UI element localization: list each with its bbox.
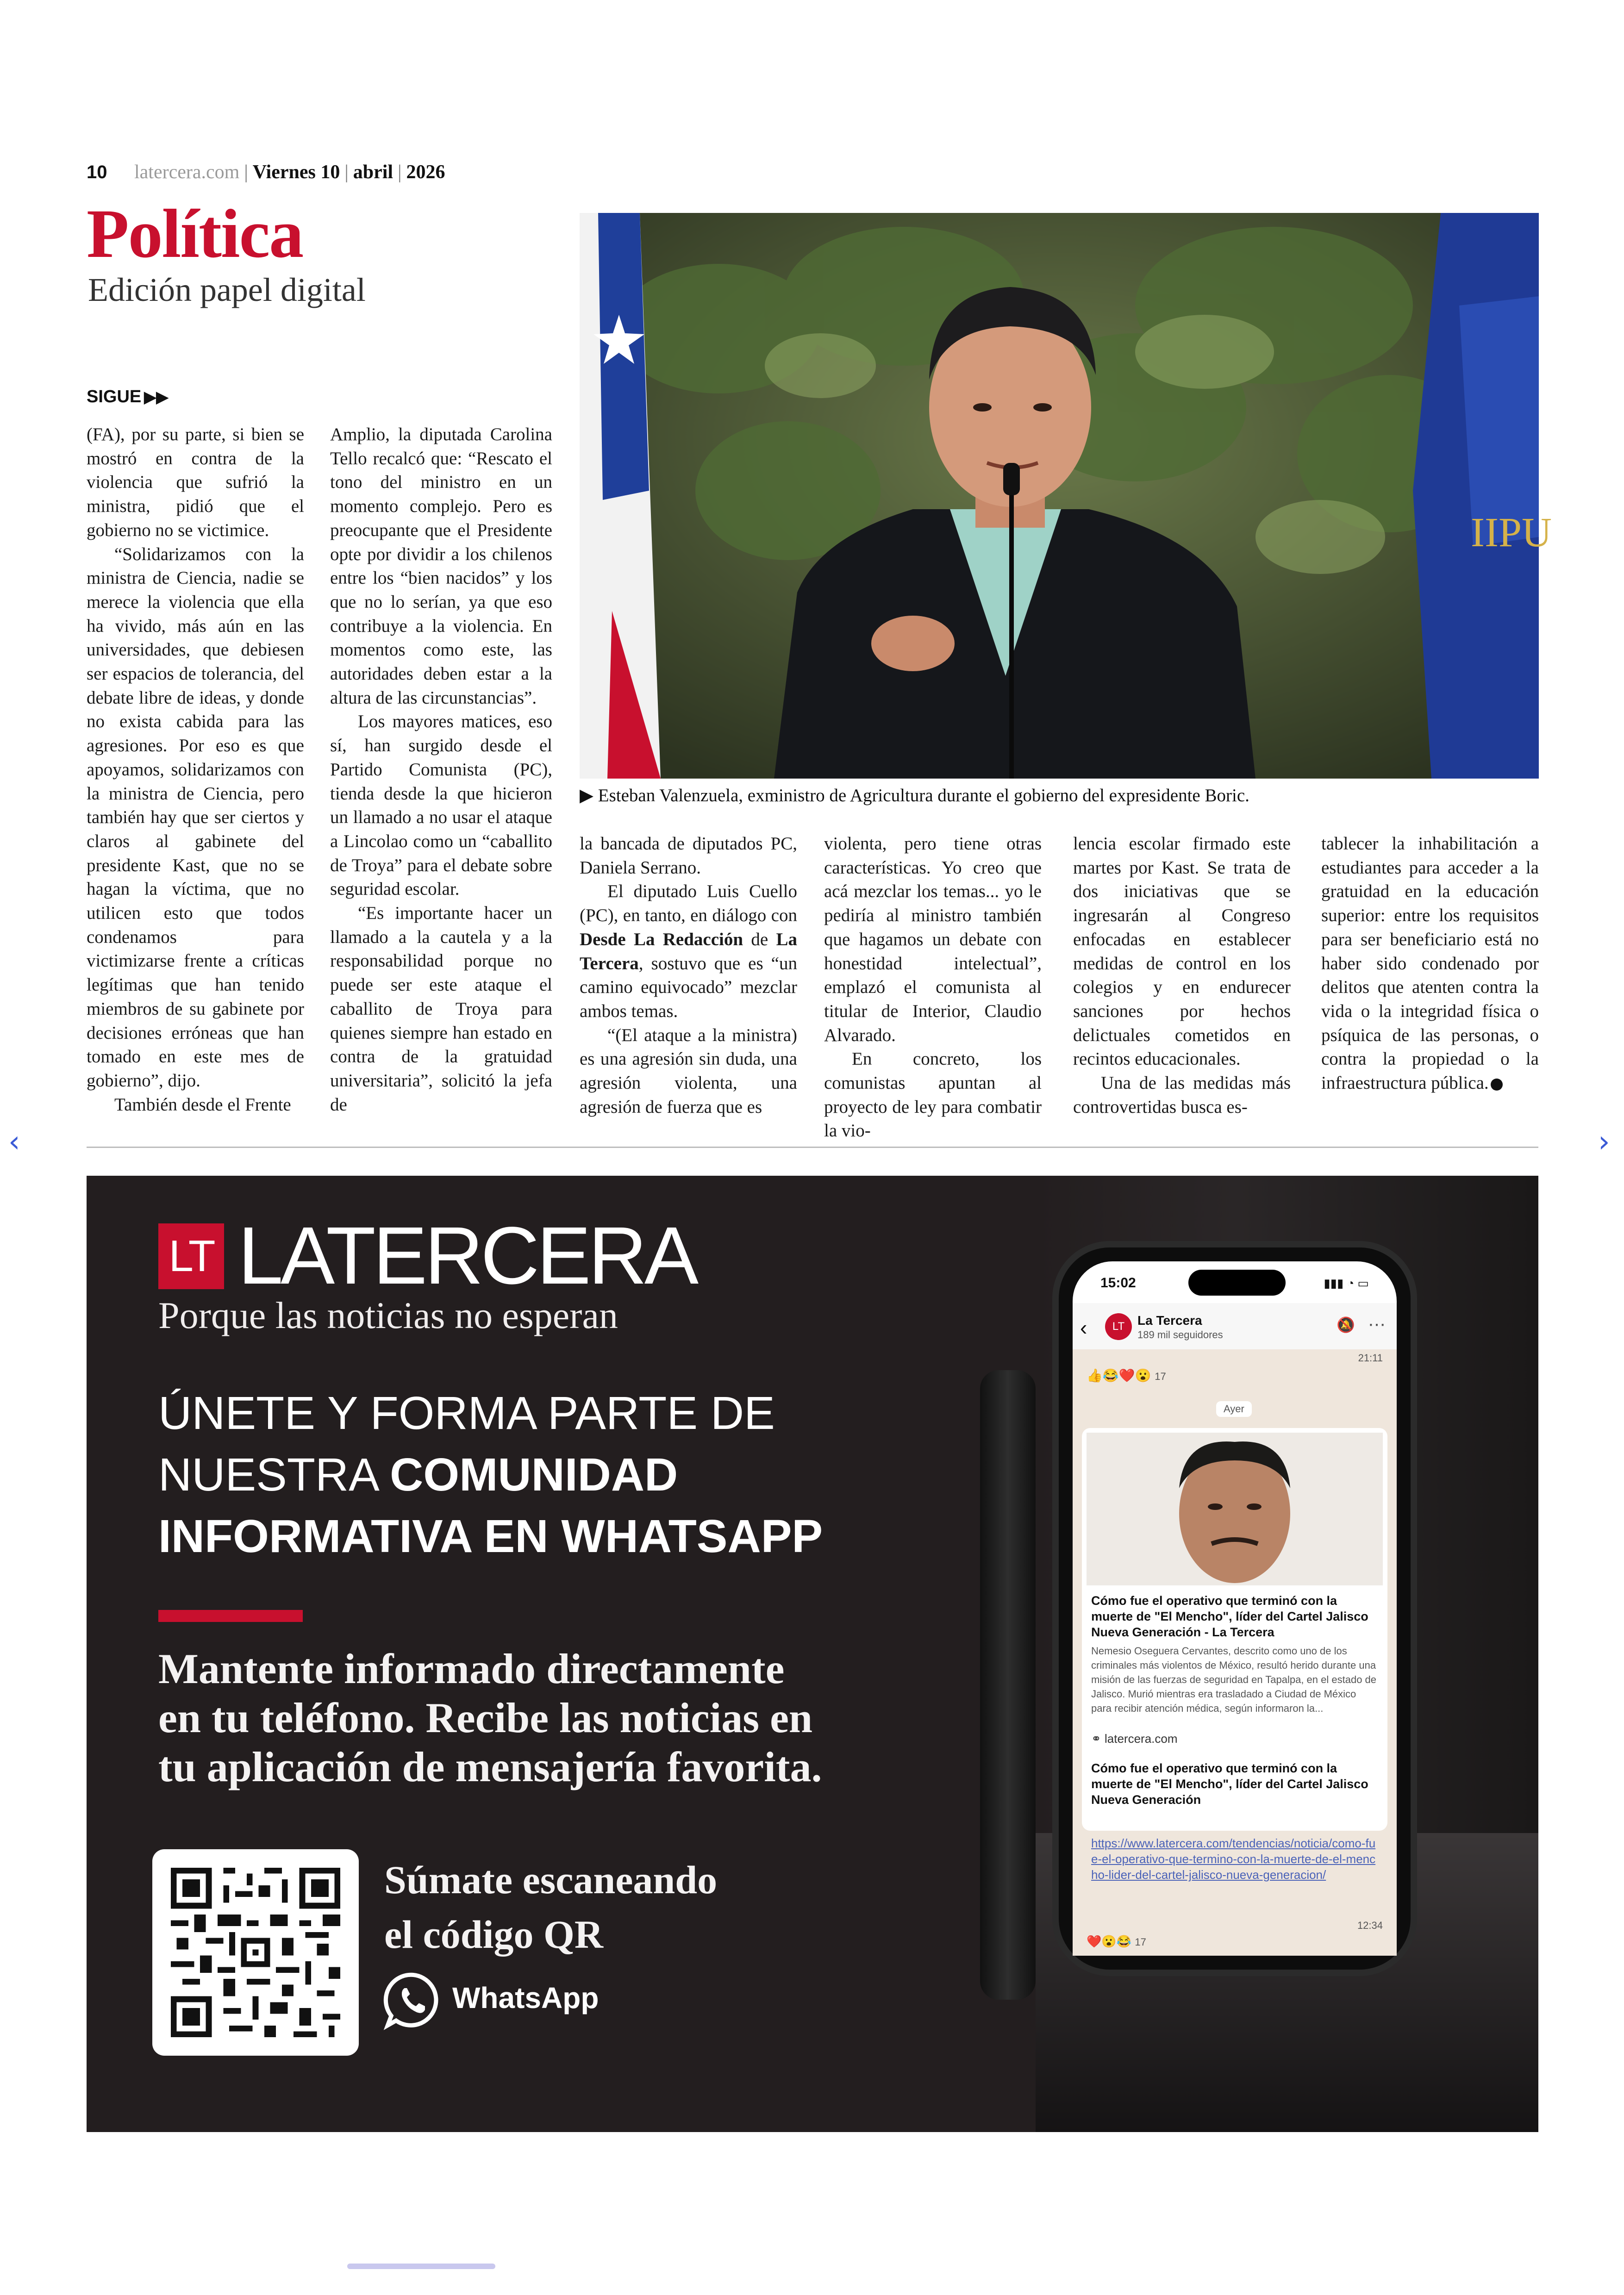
body-line: tu aplicación de mensajería favorita.	[158, 1743, 822, 1790]
prev-page-button[interactable]: ‹	[8, 1125, 20, 1159]
paragraph: También desde el Frente	[114, 1094, 291, 1115]
qr-cta	[384, 1852, 717, 1962]
battery-icon: ▮▮▮ ◔ ▭	[1324, 1276, 1369, 1290]
link-icon: ⚭	[1091, 1732, 1105, 1746]
chat-area	[1073, 1349, 1397, 1956]
message-time: 21:11	[1358, 1352, 1383, 1364]
section-title: Política	[87, 195, 303, 272]
article-column-5	[1073, 832, 1291, 1123]
page-number: 10	[87, 162, 107, 182]
site-name: latercera.com	[134, 162, 240, 183]
continue-label	[87, 387, 169, 407]
message-time-2: 12:34	[1357, 1920, 1383, 1931]
dateline: latercera.com | Viernes 10 | abril | 2026	[134, 162, 445, 183]
paragraph: lencia escolar firmado este martes por Kast. Se trata de dos iniciativas que se ingresarán al Congreso enfocadas en establecer medidas de control en los colegios y en endurecer sanciones por hechos delictuales cometidos en recintos educacionales.	[1073, 834, 1291, 1069]
reactions-2: ❤️😮😂 17	[1087, 1934, 1146, 1948]
accent-bar	[158, 1610, 303, 1622]
reaction-count-2: 17	[1135, 1936, 1146, 1948]
paragraph: violenta, pero tiene otras características. Yo creo que acá mezclar los temas... yo le pediría al ministro también que hagamos un debate con honestidad intelectual”, emplazó el comunista al titular de Interior, Claudio Alvarado.	[824, 834, 1042, 1045]
message-bubble[interactable]	[1082, 1428, 1387, 1831]
continue-arrows-icon: ▶▶	[144, 388, 169, 406]
article-column-3	[580, 832, 797, 1123]
chat-header	[1073, 1303, 1397, 1350]
whatsapp-text: WhatsApp	[452, 1981, 599, 2014]
paragraph: la bancada de diputados PC, Daniela Serrano.	[580, 834, 797, 878]
reactions: 👍😂❤️😮 17	[1087, 1368, 1166, 1383]
news-card-domain	[1091, 1732, 1178, 1746]
paragraph: Amplio, la diputada Carolina Tello recalcó que: “Rescato el tono del ministro en un momento complejo. Pero es preocupante que el Presidente opte por dividir a los chilenos entre los “bien nacidos” y los que no lo serían, ya que eso contribuye a la violencia. En momentos como este, las autoridades deben estar a la altura de las circunstancias”.	[330, 424, 552, 708]
news-card-description: Nemesio Oseguera Cervantes, descrito como uno de los criminales más violentos de México, resultó herido durante una misión de las fuerzas de seguridad en Tapalpa, en el estado de Jalisco. Murió mientras era trasladado a Ciudad de México para recibir atención médica, según informaron la...	[1091, 1645, 1377, 1714]
newspaper-name: La Tercera	[580, 929, 797, 973]
paragraph-text: El diputado Luis Cuello (PC), en tanto, en diálogo con	[580, 881, 797, 926]
day-label: Ayer	[1216, 1401, 1252, 1417]
body-line: Mantente informado directamente	[158, 1645, 785, 1692]
article-column-6	[1321, 832, 1539, 1123]
brand-wordmark: LATERCERA	[238, 1210, 696, 1301]
section-subtitle: Edición papel digital	[88, 271, 366, 308]
paragraph: (FA), por su parte, si bien se mostró en contra de la violencia que sufrió la ministra, pidió que el gobierno no se victimice.	[87, 424, 304, 540]
paragraph	[580, 879, 797, 1023]
back-icon: ‹	[1080, 1316, 1087, 1340]
next-page-button[interactable]: ›	[1598, 1125, 1610, 1159]
paragraph: “(El ataque a la ministra) es una agresión sin duda, una agresión violenta, una agresión de fuerza que es	[580, 1025, 797, 1117]
phone-side-view	[980, 1370, 1036, 2000]
brand-tagline: Porque las noticias no esperan	[158, 1294, 618, 1336]
whatsapp-label	[383, 1970, 599, 2030]
reaction-count: 17	[1155, 1371, 1166, 1382]
article-column-4	[824, 832, 1042, 1141]
whatsapp-icon	[383, 1970, 443, 2030]
news-card-domain-text: latercera.com	[1105, 1732, 1178, 1746]
headline-part: NUESTRA	[158, 1449, 390, 1501]
paragraph	[1321, 832, 1539, 1095]
photo-illustration	[580, 213, 1552, 779]
body-line: en tu teléfono. Recibe las noticias en	[158, 1694, 813, 1741]
program-name: Desde La Redacción	[580, 929, 743, 949]
qr-code-icon	[171, 1868, 340, 2037]
horizontal-scrollbar[interactable]	[347, 2264, 495, 2269]
message-link[interactable]: https://www.latercera.com/tendencias/noticia/como-fue-el-operativo-que-termino-con-la-muerte-de-el-mencho-lider-del-cartel-jalisco-nueva-generacion/	[1091, 1836, 1376, 1882]
paragraph: “Es importante hacer un llamado a la cautela y a la responsabilidad porque no puede ser este ataque el caballito de Troya para quienes siempre han estado en contra de la gratuidad universitaria”, solicitó la jefa de	[330, 903, 552, 1115]
paragraph-text: tablecer la inhabilitación a estudiantes para acceder a la gratuidad en la educación superior: entre los requisitos para ser beneficiario está no haber sido condenado por delitos que atenten contra la vida o la integridad física o psíquica de las personas, o contra la propiedad o la infraestructura pública.	[1321, 834, 1539, 1093]
dynamic-island	[1188, 1270, 1286, 1296]
headline-line: INFORMATIVA EN WHATSAPP	[158, 1510, 823, 1562]
channel-name: La Tercera	[1137, 1313, 1202, 1328]
end-of-article-icon	[1491, 1079, 1503, 1091]
ad-headline	[158, 1383, 823, 1567]
qr-code[interactable]	[152, 1849, 359, 2056]
whatsapp-ad[interactable]	[87, 1176, 1538, 2132]
qr-cta-line: el código QR	[384, 1912, 603, 1957]
paragraph: Una de las medidas más controvertidas busca es-	[1073, 1073, 1291, 1117]
qr-cta-line: Súmate escaneando	[384, 1858, 718, 1902]
channel-followers: 189 mil seguidores	[1137, 1329, 1223, 1341]
paragraph: En concreto, los comunistas apuntan al proyecto de ley para combatir la vio-	[824, 1049, 1042, 1141]
portrait-image	[1087, 1433, 1383, 1585]
paragraph-text: , sostuvo que es “un camino equivocado” mezclar ambos temas.	[580, 953, 797, 1021]
paragraph: “Solidarizamos con la ministra de Ciencia, nadie se merece la violencia que ella ha vivido, más aún en las universidades, que debiesen ser espacios de tolerancia, del debate libre de ideas, y donde no exista cabida para las agresiones. Por eso es que apoyamos, solidarizamos con la ministra de Ciencia, pero también hay que ser ciertos y claros al gabinete del presidente Kast, que no se hagan la víctima, que no utilicen esto que todos condenamos para victimizarse frente a críticas legítimas que han tenido miembros de su gabinete por decisiones erróneas que han tomado en este mes de gobierno”, dijo.	[87, 544, 304, 1091]
date-day: Viernes 10	[252, 162, 340, 183]
paragraph-text: de	[743, 929, 776, 949]
headline-line: ÚNETE Y FORMA PARTE DE	[158, 1387, 775, 1439]
date-month: abril	[353, 162, 394, 183]
channel-avatar: LT	[1105, 1313, 1132, 1340]
lt-logo-mark: LT	[158, 1223, 224, 1289]
news-card-title: Cómo fue el operativo que terminó con la muerte de "El Mencho", líder del Cartel Jalisco Nueva Generación - La Tercera	[1091, 1594, 1368, 1639]
photo-caption: ▶ Esteban Valenzuela, exministro de Agricultura durante el gobierno del expresidente Boric.	[580, 786, 1249, 805]
svg-text:IIPU: IIPU	[1471, 510, 1552, 555]
date-year: 2026	[406, 162, 445, 183]
headline-line	[158, 1444, 823, 1506]
ad-body	[158, 1644, 822, 1791]
news-thumbnail	[1087, 1433, 1383, 1585]
headline-emphasis: COMUNIDAD	[390, 1449, 678, 1501]
article-column-1	[87, 423, 304, 1122]
phone-screen	[1073, 1261, 1397, 1956]
paragraph: Los mayores matices, eso sí, han surgido desde el Partido Comunista (PC), tienda desde la que hicieron un llamado a no usar el ataque a Lincolao como un “caballito de Troya” para el debate sobre seguridad escolar.	[330, 711, 552, 899]
message-text: Cómo fue el operativo que terminó con la muerte de "El Mencho", líder del Cartel Jalisco Nueva Generación	[1091, 1761, 1368, 1807]
phone-mockup	[1059, 1247, 1411, 1970]
more-icon: ⋯	[1368, 1315, 1386, 1335]
continue-text: SIGUE	[87, 387, 142, 406]
mute-icon: 🔕	[1337, 1316, 1355, 1333]
divider	[87, 1147, 1538, 1148]
article-photo	[580, 213, 1552, 779]
article-column-2	[330, 423, 552, 1122]
status-time: 15:02	[1100, 1275, 1136, 1291]
